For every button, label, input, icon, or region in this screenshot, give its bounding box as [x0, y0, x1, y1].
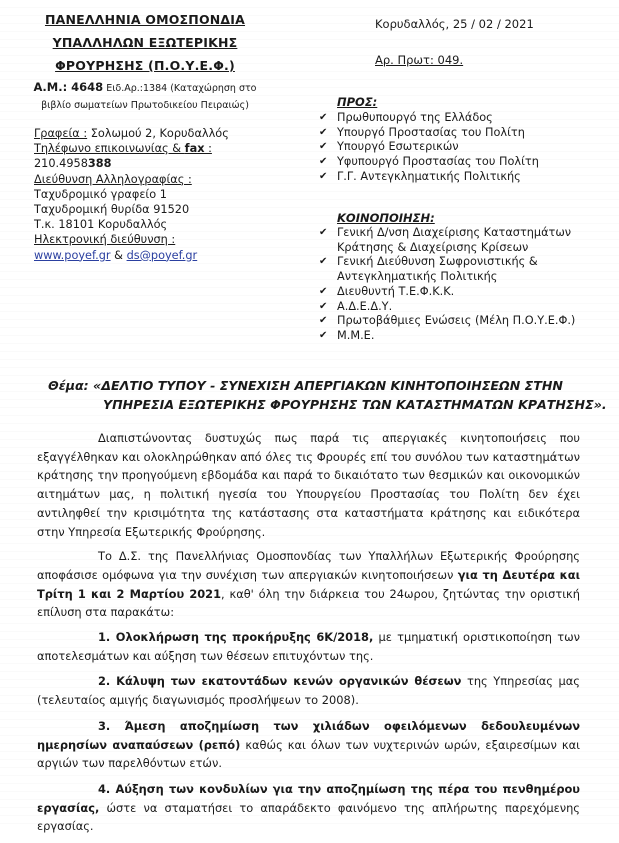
website-link[interactable]: www.poyef.gr	[34, 248, 111, 262]
offices-value: Σολωμού 2, Κορυδαλλός	[87, 127, 229, 140]
offices-label: Γραφεία :	[34, 127, 88, 140]
paragraph-intro: Διαπιστώνοντας δυστυχώς πως παρά τις απεργιακές κινητοποιήσεις που εξαγγέλθηκαν και ολοκληρώθηκαν από όλες τις Φρουρές επί του συνόλου των καταστημάτων κράτησης την προηγούμενη εβδομάδα και παρά το δικαιότατο των θεσμικών και οικονομικών αιτημάτων μας, η πολιτική ηγεσία του Υπουργείου Προστασίας του Πολίτη δεν έχει αντιληφθεί την κρισιμότητα της κατάστασης στα καταστήματα κράτησης και ειδικότερα στην Υπηρεσία Εξωτερικής Φρούρησης.	[37, 431, 580, 539]
recipient-item	[319, 126, 619, 141]
cc-text: Μ.Μ.Ε.	[337, 328, 375, 342]
subject-text-1: «ΔΕΛΤΙΟ ΤΥΠΟΥ - ΣΥΝΕΧΙΣΗ ΑΠΕΡΓΙΑΚΩΝ ΚΙΝΗΤΟΠΟΙΗΣΕΩΝ ΣΤΗΝ	[88, 378, 563, 393]
phone-suffix: 388	[87, 157, 112, 171]
cc-text: Γενική Δ/νση Διαχείρισης Καταστημάτων Κράτησης & Διαχείρισης Κρίσεων	[337, 226, 572, 254]
subject-label: Θέμα:	[48, 378, 89, 393]
recipient-item	[319, 111, 619, 126]
phone-label-line	[34, 141, 294, 156]
recipient-item	[319, 155, 619, 170]
registration-detail: βιβλίο σωματείων Πρωτοδικείου Πειραιώς)	[41, 100, 249, 111]
recipient-item	[319, 140, 619, 155]
demand-item	[37, 717, 580, 773]
check-icon: ✔	[319, 227, 328, 238]
organization-header	[0, 8, 290, 114]
cc-text: Πρωτοβάθμιες Ενώσεις (Μέλη Π.Ο.Υ.Ε.Φ.)	[337, 314, 576, 328]
demand-text: καθώς και όλων των νυχτερινών ωρών, εξαιρεσίμων και αργιών των παρελθόντων ετών.	[37, 737, 580, 771]
amp-separator: &	[110, 248, 127, 262]
recipients-title: ΠΡΟΣ:	[337, 95, 378, 109]
cc-title: ΚΟΙΝΟΠΟΙΗΣΗ:	[337, 211, 435, 225]
protocol-number: Αρ. Πρωτ: 049.	[375, 53, 464, 67]
cc-item	[319, 226, 619, 255]
check-icon: ✔	[319, 300, 328, 312]
check-icon: ✔	[319, 112, 328, 123]
registration-number	[0, 79, 290, 97]
email-link[interactable]: ds@poyef.gr	[126, 248, 198, 262]
am-label: Α.Μ.: 4648	[33, 80, 104, 94]
phone-label-end: :	[204, 142, 212, 156]
mail-line-3: Τ.κ. 18101 Κορυδαλλός	[34, 218, 168, 232]
recipient-text: Γ.Γ. Αντεγκληματικής Πολιτικής	[337, 169, 521, 183]
check-icon: ✔	[319, 256, 328, 268]
recipients-list	[319, 111, 619, 185]
subject-line-2: ΥΠΗΡΕΣΙΑ ΕΞΩΤΕΡΙΚΗΣ ΦΡΟΥΡΗΣΗΣ ΤΩΝ ΚΑΤΑΣΤΗΜΑΤΩΝ ΚΡΑΤΗΣΗΣ».	[103, 397, 607, 412]
contact-block	[34, 126, 294, 263]
recipient-text: Υπουργό Προστασίας του Πολίτη	[337, 125, 525, 139]
demand-item	[37, 628, 580, 665]
check-icon: ✔	[319, 329, 328, 341]
demand-item	[37, 672, 580, 709]
check-icon: ✔	[319, 126, 328, 138]
strike-dates: για τη Δευτέρα και Τρίτη 1 και 2 Μαρτίου 2021	[37, 567, 581, 601]
paragraph-decision	[37, 547, 580, 622]
mail-line-2: Ταχυδρομική θυρίδα 91520	[34, 203, 190, 217]
demand-text: με τμηματική οριστικοποίηση των αποτελεσμάτων και αύξηση των θέσεων επιτυχόντων της.	[37, 630, 580, 663]
cc-item	[319, 300, 619, 315]
fax-label: fax	[184, 142, 205, 156]
demand-title: 3. Άμεση αποζημίωση των χιλιάδων οφειλόμενων δεδουλευμένων ημερησίων αναπαύσεων (ρεπό)	[37, 718, 580, 752]
email-label: Ηλεκτρονική διεύθυνση :	[34, 233, 176, 247]
recipient-text: Υφυπουργό Προστασίας του Πολίτη	[337, 155, 539, 169]
demand-title: 1. Ολοκλήρωση της προκήρυξης 6Κ/2018,	[98, 630, 374, 645]
document-body	[37, 429, 580, 843]
cc-item	[319, 329, 619, 344]
phone-label: Τηλέφωνο επικοινωνίας &	[34, 142, 185, 156]
cc-text: Γενική Διεύθυνση Σωφρονιστικής & Αντεγκληματικής Πολιτικής	[337, 255, 538, 284]
demand-text: της Υπηρεσίας μας (τελευταίος αμιγής διαγωνισμός προσλήψεων το 2008).	[37, 674, 580, 708]
org-name-line-3: ΦΡΟΥΡΗΣΗΣ (Π.Ο.Υ.Ε.Φ.)	[55, 58, 235, 73]
mail-line-1: Ταχυδρομικό γραφείο 1	[34, 187, 167, 201]
cc-item	[319, 285, 619, 300]
web-links	[34, 248, 294, 263]
offices-line	[34, 126, 294, 141]
phone-prefix: 210.4958	[34, 157, 88, 171]
recipient-text: Πρωθυπουργό της Ελλάδος	[337, 111, 493, 124]
decision-text-end: , καθ' όλη την διάρκεια του 24ωρου, ζητώντας την οριστική επίλυση στα παρακάτω:	[37, 586, 580, 620]
check-icon: ✔	[319, 156, 328, 168]
recipient-item	[319, 170, 619, 185]
am-detail: Ειδ.Αρ.:1384 (Καταχώρηση στο	[103, 83, 257, 94]
mail-address-label: Διεύθυνση Αλληλογραφίας :	[34, 172, 192, 186]
org-name-line-2: ΥΠΑΛΛΗΛΩΝ ΕΞΩΤΕΡΙΚΗΣ	[52, 35, 238, 50]
subject	[48, 376, 608, 414]
cc-text: Διευθυντή Τ.Ε.Φ.Κ.Κ.	[337, 284, 455, 298]
check-icon: ✔	[319, 285, 328, 297]
subject-line-1	[48, 376, 608, 395]
cc-item	[319, 314, 619, 329]
org-name-line-1: ΠΑΝΕΛΛΗΝΙΑ ΟΜΟΣΠΟΝΔΙΑ	[44, 12, 246, 27]
cc-list	[319, 226, 619, 344]
check-icon: ✔	[319, 315, 328, 327]
document-date: Κορυδαλλός, 25 / 02 / 2021	[375, 17, 534, 31]
check-icon: ✔	[319, 170, 328, 182]
cc-item	[319, 255, 619, 284]
demand-title: 4. Αύξηση των κονδυλίων για την αποζημίωση της πέρα του πενθημέρου εργασίας,	[37, 781, 580, 815]
recipient-text: Υπουργό Εσωτερικών	[337, 140, 459, 154]
phone-number	[34, 156, 294, 171]
demand-title: 2. Κάλυψη των εκατοντάδων κενών οργανικών θέσεων	[98, 674, 462, 689]
decision-text-start: Το Δ.Σ. της Πανελλήνιας Ομοσπονδίας των Υπαλλήλων Εξωτερικής Φρούρησης αποφάσισε ομόφωνα για την συνέχιση των απεργιακών κινητοποιήσεων	[37, 549, 580, 582]
check-icon: ✔	[319, 141, 328, 153]
cc-text: Α.Δ.Ε.Δ.Υ.	[337, 299, 393, 313]
demand-item	[37, 780, 580, 836]
demand-text: ώστε να σταματήσει το απαράδεκτο φαινόμενο της απλήρωτης παρεχόμενης εργασίας.	[37, 800, 580, 834]
